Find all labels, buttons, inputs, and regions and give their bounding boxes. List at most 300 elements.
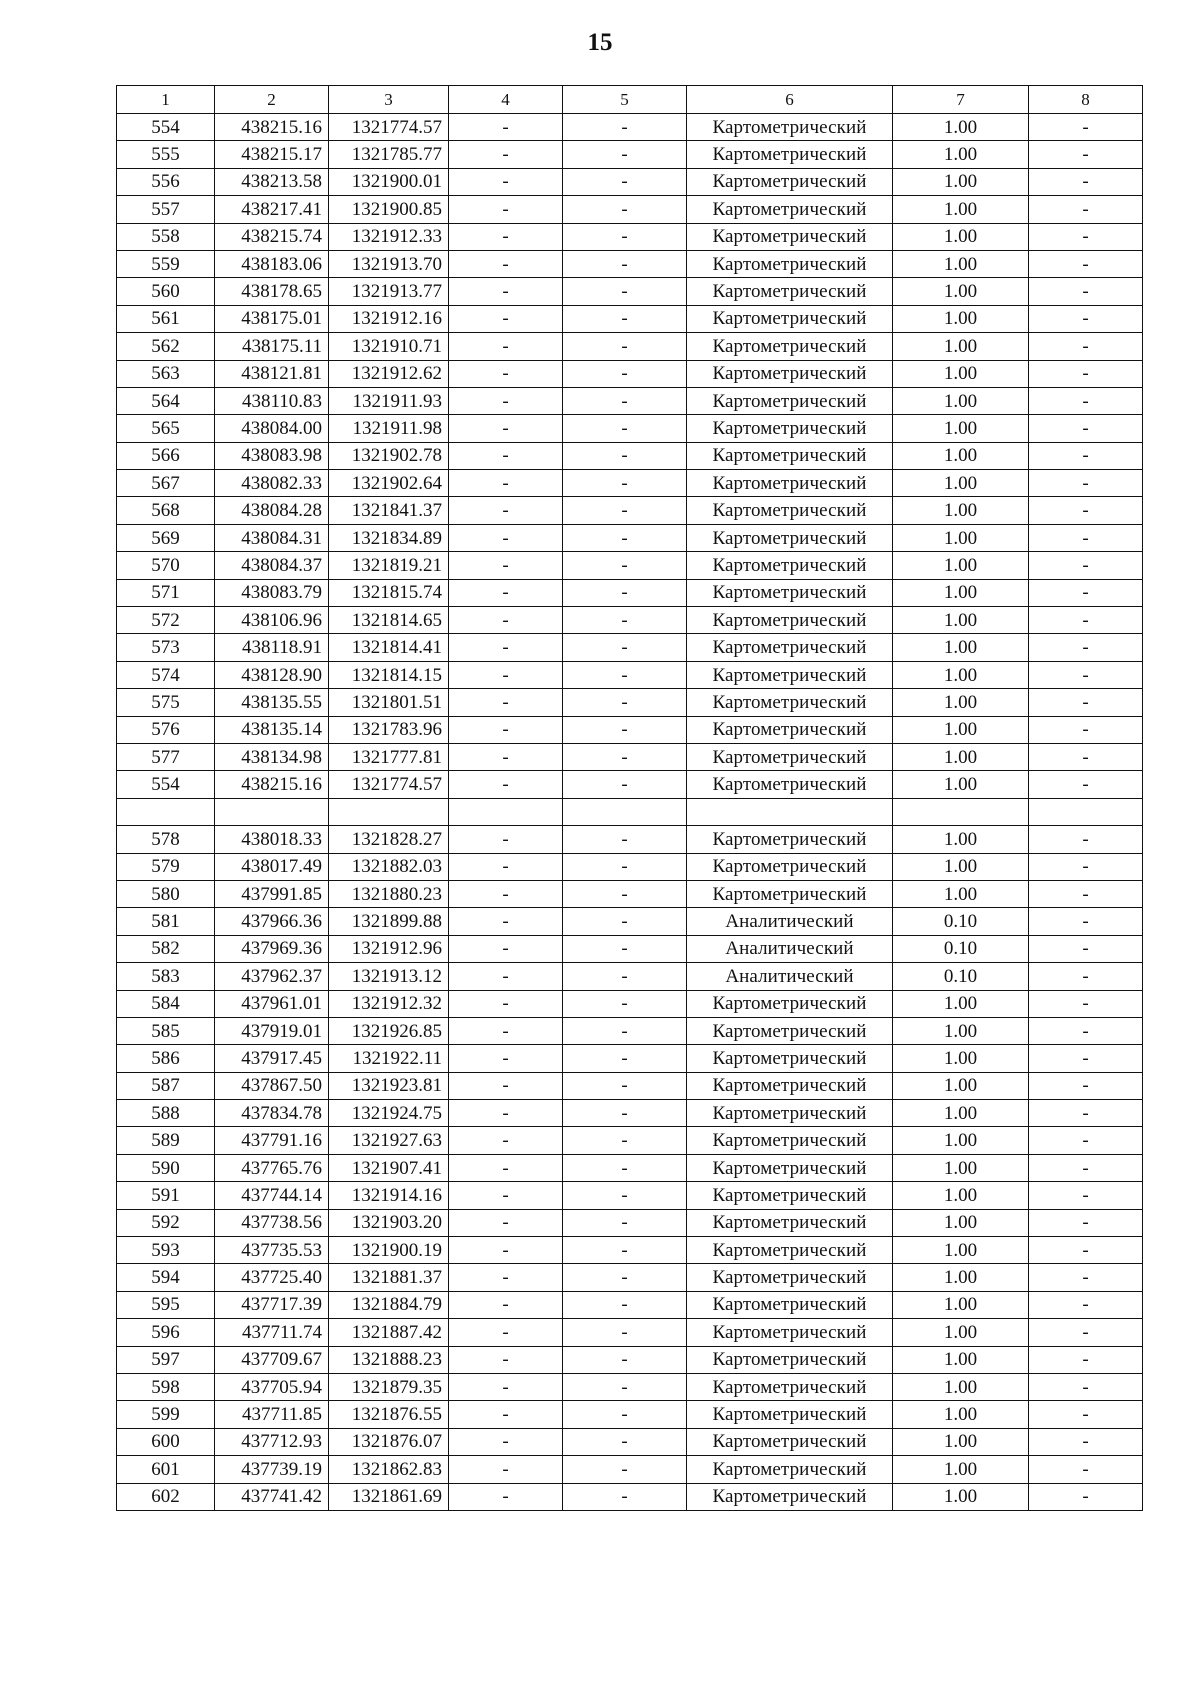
accuracy-cell: 0.10: [893, 935, 1029, 962]
col5-cell: -: [563, 1209, 687, 1236]
col5-cell: -: [563, 826, 687, 853]
method-cell: Картометрический: [687, 880, 893, 907]
col5-cell: -: [563, 634, 687, 661]
col5-cell: -: [563, 1264, 687, 1291]
col8-cell: -: [1029, 579, 1143, 606]
point-number-cell: 565: [117, 415, 215, 442]
point-number-cell: 558: [117, 223, 215, 250]
table-row: [117, 1346, 1143, 1373]
col4-cell: -: [449, 743, 563, 770]
table-row: [117, 771, 1143, 798]
point-number-cell: 589: [117, 1127, 215, 1154]
accuracy-cell: 1.00: [893, 1346, 1029, 1373]
y-coordinate-cell: 1321912.32: [329, 990, 449, 1017]
y-coordinate-cell: 1321834.89: [329, 524, 449, 551]
col8-cell: -: [1029, 1154, 1143, 1181]
accuracy-cell: 1.00: [893, 333, 1029, 360]
y-coordinate-cell: 1321927.63: [329, 1127, 449, 1154]
col8-cell: -: [1029, 935, 1143, 962]
col5-cell: -: [563, 1017, 687, 1044]
x-coordinate-cell: 437712.93: [215, 1428, 329, 1455]
point-number-cell: 580: [117, 880, 215, 907]
col5-cell: -: [563, 1045, 687, 1072]
method-cell: Картометрический: [687, 579, 893, 606]
table-row: [117, 1428, 1143, 1455]
col8-cell: -: [1029, 1182, 1143, 1209]
point-number-cell: 601: [117, 1456, 215, 1483]
col8-cell: -: [1029, 360, 1143, 387]
column-header: 4: [449, 86, 563, 114]
y-coordinate-cell: 1321880.23: [329, 880, 449, 907]
col5-cell: -: [563, 1428, 687, 1455]
point-number-cell: 581: [117, 908, 215, 935]
col5-cell: -: [563, 552, 687, 579]
accuracy-cell: 0.10: [893, 908, 1029, 935]
point-number-cell: 602: [117, 1483, 215, 1510]
point-number-cell: 583: [117, 963, 215, 990]
accuracy-cell: 1.00: [893, 771, 1029, 798]
column-header: 7: [893, 86, 1029, 114]
x-coordinate-cell: 438083.98: [215, 442, 329, 469]
point-number-cell: 584: [117, 990, 215, 1017]
table-row: [117, 524, 1143, 551]
col4-cell: -: [449, 826, 563, 853]
point-number-cell: 599: [117, 1401, 215, 1428]
y-coordinate-cell: 1321783.96: [329, 716, 449, 743]
x-coordinate-cell: 437969.36: [215, 935, 329, 962]
y-coordinate-cell: [329, 798, 449, 825]
col5-cell: -: [563, 223, 687, 250]
y-coordinate-cell: 1321912.16: [329, 305, 449, 332]
column-header: 8: [1029, 86, 1143, 114]
method-cell: Картометрический: [687, 689, 893, 716]
col8-cell: -: [1029, 661, 1143, 688]
x-coordinate-cell: 437961.01: [215, 990, 329, 1017]
col5-cell: -: [563, 1154, 687, 1181]
table-row: [117, 415, 1143, 442]
point-number-cell: 585: [117, 1017, 215, 1044]
x-coordinate-cell: 438183.06: [215, 250, 329, 277]
y-coordinate-cell: 1321912.62: [329, 360, 449, 387]
col8-cell: -: [1029, 1209, 1143, 1236]
point-number-cell: 566: [117, 442, 215, 469]
table-row: [117, 497, 1143, 524]
table-row: [117, 114, 1143, 141]
method-cell: Картометрический: [687, 826, 893, 853]
col8-cell: -: [1029, 223, 1143, 250]
accuracy-cell: 1.00: [893, 250, 1029, 277]
col4-cell: -: [449, 1100, 563, 1127]
x-coordinate-cell: 437711.74: [215, 1319, 329, 1346]
point-number-cell: 574: [117, 661, 215, 688]
col4-cell: -: [449, 305, 563, 332]
y-coordinate-cell: 1321914.16: [329, 1182, 449, 1209]
table-row: [117, 689, 1143, 716]
page-number: 15: [587, 29, 613, 56]
accuracy-cell: 1.00: [893, 1319, 1029, 1346]
col5-cell: -: [563, 305, 687, 332]
y-coordinate-cell: 1321814.41: [329, 634, 449, 661]
col4-cell: -: [449, 771, 563, 798]
method-cell: Картометрический: [687, 607, 893, 634]
y-coordinate-cell: 1321924.75: [329, 1100, 449, 1127]
x-coordinate-cell: 438084.28: [215, 497, 329, 524]
method-cell: Картометрический: [687, 305, 893, 332]
point-number-cell: 575: [117, 689, 215, 716]
col4-cell: -: [449, 1127, 563, 1154]
col4-cell: -: [449, 908, 563, 935]
table-row: [117, 634, 1143, 661]
accuracy-cell: 1.00: [893, 360, 1029, 387]
col8-cell: [1029, 798, 1143, 825]
method-cell: Картометрический: [687, 415, 893, 442]
col5-cell: -: [563, 1100, 687, 1127]
col5-cell: -: [563, 114, 687, 141]
col8-cell: -: [1029, 470, 1143, 497]
point-number-cell: 596: [117, 1319, 215, 1346]
col8-cell: -: [1029, 908, 1143, 935]
accuracy-cell: 1.00: [893, 470, 1029, 497]
col8-cell: -: [1029, 278, 1143, 305]
col4-cell: [449, 798, 563, 825]
table-row: [117, 963, 1143, 990]
point-number-cell: 573: [117, 634, 215, 661]
col4-cell: -: [449, 1456, 563, 1483]
col5-cell: -: [563, 661, 687, 688]
x-coordinate-cell: 438083.79: [215, 579, 329, 606]
accuracy-cell: 1.00: [893, 1017, 1029, 1044]
y-coordinate-cell: 1321907.41: [329, 1154, 449, 1181]
y-coordinate-cell: 1321900.85: [329, 196, 449, 223]
col8-cell: -: [1029, 1072, 1143, 1099]
y-coordinate-cell: 1321923.81: [329, 1072, 449, 1099]
accuracy-cell: 1.00: [893, 634, 1029, 661]
y-coordinate-cell: 1321862.83: [329, 1456, 449, 1483]
point-number-cell: 591: [117, 1182, 215, 1209]
x-coordinate-cell: 437741.42: [215, 1483, 329, 1510]
table-row: [117, 1154, 1143, 1181]
point-number-cell: 587: [117, 1072, 215, 1099]
x-coordinate-cell: 437991.85: [215, 880, 329, 907]
point-number-cell: 562: [117, 333, 215, 360]
point-number-cell: 592: [117, 1209, 215, 1236]
col4-cell: -: [449, 141, 563, 168]
method-cell: Картометрический: [687, 1100, 893, 1127]
col5-cell: -: [563, 935, 687, 962]
table-row: [117, 1127, 1143, 1154]
col8-cell: -: [1029, 552, 1143, 579]
table-row: [117, 250, 1143, 277]
col8-cell: -: [1029, 1291, 1143, 1318]
x-coordinate-cell: 437739.19: [215, 1456, 329, 1483]
col8-cell: -: [1029, 1127, 1143, 1154]
table-row: [117, 168, 1143, 195]
col4-cell: -: [449, 442, 563, 469]
point-number-cell: 595: [117, 1291, 215, 1318]
col8-cell: -: [1029, 114, 1143, 141]
col5-cell: -: [563, 880, 687, 907]
col8-cell: -: [1029, 963, 1143, 990]
method-cell: Картометрический: [687, 1373, 893, 1400]
accuracy-cell: 1.00: [893, 880, 1029, 907]
x-coordinate-cell: 438175.11: [215, 333, 329, 360]
method-cell: Аналитический: [687, 908, 893, 935]
col5-cell: -: [563, 497, 687, 524]
method-cell: Картометрический: [687, 1127, 893, 1154]
x-coordinate-cell: 437725.40: [215, 1264, 329, 1291]
accuracy-cell: 1.00: [893, 1264, 1029, 1291]
point-number-cell: 563: [117, 360, 215, 387]
method-cell: Картометрический: [687, 1483, 893, 1510]
table-row: [117, 333, 1143, 360]
point-number-cell: 571: [117, 579, 215, 606]
col4-cell: -: [449, 1401, 563, 1428]
col4-cell: -: [449, 607, 563, 634]
accuracy-cell: 1.00: [893, 579, 1029, 606]
y-coordinate-cell: 1321861.69: [329, 1483, 449, 1510]
accuracy-cell: 1.00: [893, 223, 1029, 250]
accuracy-cell: 1.00: [893, 1483, 1029, 1510]
col8-cell: -: [1029, 1017, 1143, 1044]
col4-cell: -: [449, 1428, 563, 1455]
y-coordinate-cell: 1321876.55: [329, 1401, 449, 1428]
point-number-cell: 588: [117, 1100, 215, 1127]
col4-cell: -: [449, 1045, 563, 1072]
x-coordinate-cell: 438215.16: [215, 114, 329, 141]
column-header: 5: [563, 86, 687, 114]
point-number-cell: 557: [117, 196, 215, 223]
point-number-cell: 568: [117, 497, 215, 524]
point-number-cell: 556: [117, 168, 215, 195]
col8-cell: -: [1029, 305, 1143, 332]
method-cell: Картометрический: [687, 524, 893, 551]
accuracy-cell: 1.00: [893, 114, 1029, 141]
col8-cell: -: [1029, 1401, 1143, 1428]
col5-cell: -: [563, 1319, 687, 1346]
col5-cell: -: [563, 1072, 687, 1099]
method-cell: Картометрический: [687, 470, 893, 497]
x-coordinate-cell: 438215.16: [215, 771, 329, 798]
accuracy-cell: 1.00: [893, 1373, 1029, 1400]
col8-cell: -: [1029, 1428, 1143, 1455]
accuracy-cell: 1.00: [893, 305, 1029, 332]
col4-cell: -: [449, 634, 563, 661]
col8-cell: -: [1029, 1346, 1143, 1373]
col5-cell: -: [563, 716, 687, 743]
table-row: [117, 990, 1143, 1017]
x-coordinate-cell: 438017.49: [215, 853, 329, 880]
col8-cell: -: [1029, 1319, 1143, 1346]
method-cell: Картометрический: [687, 771, 893, 798]
point-number-cell: 576: [117, 716, 215, 743]
col8-cell: -: [1029, 415, 1143, 442]
method-cell: Картометрический: [687, 853, 893, 880]
table-row: [117, 716, 1143, 743]
table-row: [117, 1209, 1143, 1236]
col5-cell: -: [563, 1237, 687, 1264]
col8-cell: -: [1029, 1483, 1143, 1510]
table-row: [117, 552, 1143, 579]
accuracy-cell: 1.00: [893, 743, 1029, 770]
table-row: [117, 305, 1143, 332]
y-coordinate-cell: 1321912.33: [329, 223, 449, 250]
col4-cell: -: [449, 360, 563, 387]
method-cell: [687, 798, 893, 825]
col8-cell: -: [1029, 771, 1143, 798]
accuracy-cell: 1.00: [893, 497, 1029, 524]
point-number-cell: 554: [117, 114, 215, 141]
col8-cell: -: [1029, 1456, 1143, 1483]
y-coordinate-cell: 1321815.74: [329, 579, 449, 606]
method-cell: Картометрический: [687, 1346, 893, 1373]
method-cell: Картометрический: [687, 1291, 893, 1318]
col4-cell: -: [449, 1291, 563, 1318]
table-row: [117, 1401, 1143, 1428]
table-row: [117, 1456, 1143, 1483]
table-row: [117, 579, 1143, 606]
col5-cell: -: [563, 689, 687, 716]
x-coordinate-cell: 438215.17: [215, 141, 329, 168]
col5-cell: -: [563, 908, 687, 935]
col8-cell: -: [1029, 1100, 1143, 1127]
col8-cell: -: [1029, 634, 1143, 661]
y-coordinate-cell: 1321814.65: [329, 607, 449, 634]
accuracy-cell: 1.00: [893, 853, 1029, 880]
accuracy-cell: 1.00: [893, 1291, 1029, 1318]
table-row: [117, 470, 1143, 497]
y-coordinate-cell: 1321774.57: [329, 771, 449, 798]
y-coordinate-cell: 1321884.79: [329, 1291, 449, 1318]
accuracy-cell: 1.00: [893, 1072, 1029, 1099]
col5-cell: -: [563, 387, 687, 414]
col4-cell: -: [449, 1346, 563, 1373]
method-cell: Картометрический: [687, 1237, 893, 1264]
x-coordinate-cell: 437735.53: [215, 1237, 329, 1264]
col8-cell: -: [1029, 880, 1143, 907]
y-coordinate-cell: 1321774.57: [329, 114, 449, 141]
accuracy-cell: 1.00: [893, 1428, 1029, 1455]
y-coordinate-cell: 1321881.37: [329, 1264, 449, 1291]
col8-cell: -: [1029, 1373, 1143, 1400]
point-number-cell: 567: [117, 470, 215, 497]
point-number-cell: 597: [117, 1346, 215, 1373]
col4-cell: -: [449, 223, 563, 250]
col4-cell: -: [449, 853, 563, 880]
col8-cell: -: [1029, 196, 1143, 223]
method-cell: Картометрический: [687, 1072, 893, 1099]
col8-cell: -: [1029, 1045, 1143, 1072]
col5-cell: -: [563, 360, 687, 387]
accuracy-cell: 0.10: [893, 963, 1029, 990]
col5-cell: -: [563, 196, 687, 223]
col4-cell: -: [449, 524, 563, 551]
table-row: [117, 1100, 1143, 1127]
method-cell: Картометрический: [687, 168, 893, 195]
y-coordinate-cell: 1321882.03: [329, 853, 449, 880]
col5-cell: -: [563, 1182, 687, 1209]
col4-cell: -: [449, 387, 563, 414]
col5-cell: -: [563, 442, 687, 469]
col5-cell: -: [563, 1373, 687, 1400]
method-cell: Картометрический: [687, 1045, 893, 1072]
point-number-cell: 593: [117, 1237, 215, 1264]
point-number-cell: 582: [117, 935, 215, 962]
col5-cell: -: [563, 278, 687, 305]
method-cell: Картометрический: [687, 1264, 893, 1291]
col8-cell: -: [1029, 607, 1143, 634]
y-coordinate-cell: 1321902.78: [329, 442, 449, 469]
y-coordinate-cell: 1321814.15: [329, 661, 449, 688]
accuracy-cell: 1.00: [893, 141, 1029, 168]
table-row: [117, 141, 1143, 168]
accuracy-cell: 1.00: [893, 1209, 1029, 1236]
column-header: 1: [117, 86, 215, 114]
accuracy-cell: 1.00: [893, 990, 1029, 1017]
y-coordinate-cell: 1321912.96: [329, 935, 449, 962]
y-coordinate-cell: 1321876.07: [329, 1428, 449, 1455]
col8-cell: -: [1029, 387, 1143, 414]
x-coordinate-cell: 438135.14: [215, 716, 329, 743]
accuracy-cell: 1.00: [893, 387, 1029, 414]
table-row: [117, 360, 1143, 387]
accuracy-cell: 1.00: [893, 1154, 1029, 1181]
method-cell: Картометрический: [687, 716, 893, 743]
accuracy-cell: 1.00: [893, 442, 1029, 469]
x-coordinate-cell: 438213.58: [215, 168, 329, 195]
method-cell: Картометрический: [687, 114, 893, 141]
point-number-cell: 560: [117, 278, 215, 305]
table-row: [117, 880, 1143, 907]
y-coordinate-cell: 1321911.93: [329, 387, 449, 414]
x-coordinate-cell: 438118.91: [215, 634, 329, 661]
point-number-cell: 570: [117, 552, 215, 579]
col4-cell: -: [449, 250, 563, 277]
col8-cell: -: [1029, 524, 1143, 551]
column-header: 2: [215, 86, 329, 114]
point-number-cell: 555: [117, 141, 215, 168]
method-cell: Картометрический: [687, 360, 893, 387]
col5-cell: -: [563, 1483, 687, 1510]
col5-cell: -: [563, 1346, 687, 1373]
accuracy-cell: 1.00: [893, 196, 1029, 223]
y-coordinate-cell: 1321841.37: [329, 497, 449, 524]
table-row: [117, 607, 1143, 634]
method-cell: Картометрический: [687, 1154, 893, 1181]
x-coordinate-cell: 438178.65: [215, 278, 329, 305]
x-coordinate-cell: 438106.96: [215, 607, 329, 634]
table-row: [117, 1072, 1143, 1099]
y-coordinate-cell: 1321911.98: [329, 415, 449, 442]
accuracy-cell: 1.00: [893, 1401, 1029, 1428]
col4-cell: -: [449, 1373, 563, 1400]
method-cell: Картометрический: [687, 1319, 893, 1346]
accuracy-cell: 1.00: [893, 1045, 1029, 1072]
col5-cell: -: [563, 963, 687, 990]
y-coordinate-cell: 1321888.23: [329, 1346, 449, 1373]
method-cell: Картометрический: [687, 250, 893, 277]
col5-cell: -: [563, 607, 687, 634]
col4-cell: -: [449, 1209, 563, 1236]
table-row: [117, 935, 1143, 962]
col5-cell: -: [563, 141, 687, 168]
method-cell: Картометрический: [687, 1017, 893, 1044]
col5-cell: -: [563, 250, 687, 277]
point-number-cell: 572: [117, 607, 215, 634]
table-row: [117, 743, 1143, 770]
accuracy-cell: 1.00: [893, 716, 1029, 743]
point-number-cell: 579: [117, 853, 215, 880]
point-number-cell: [117, 798, 215, 825]
